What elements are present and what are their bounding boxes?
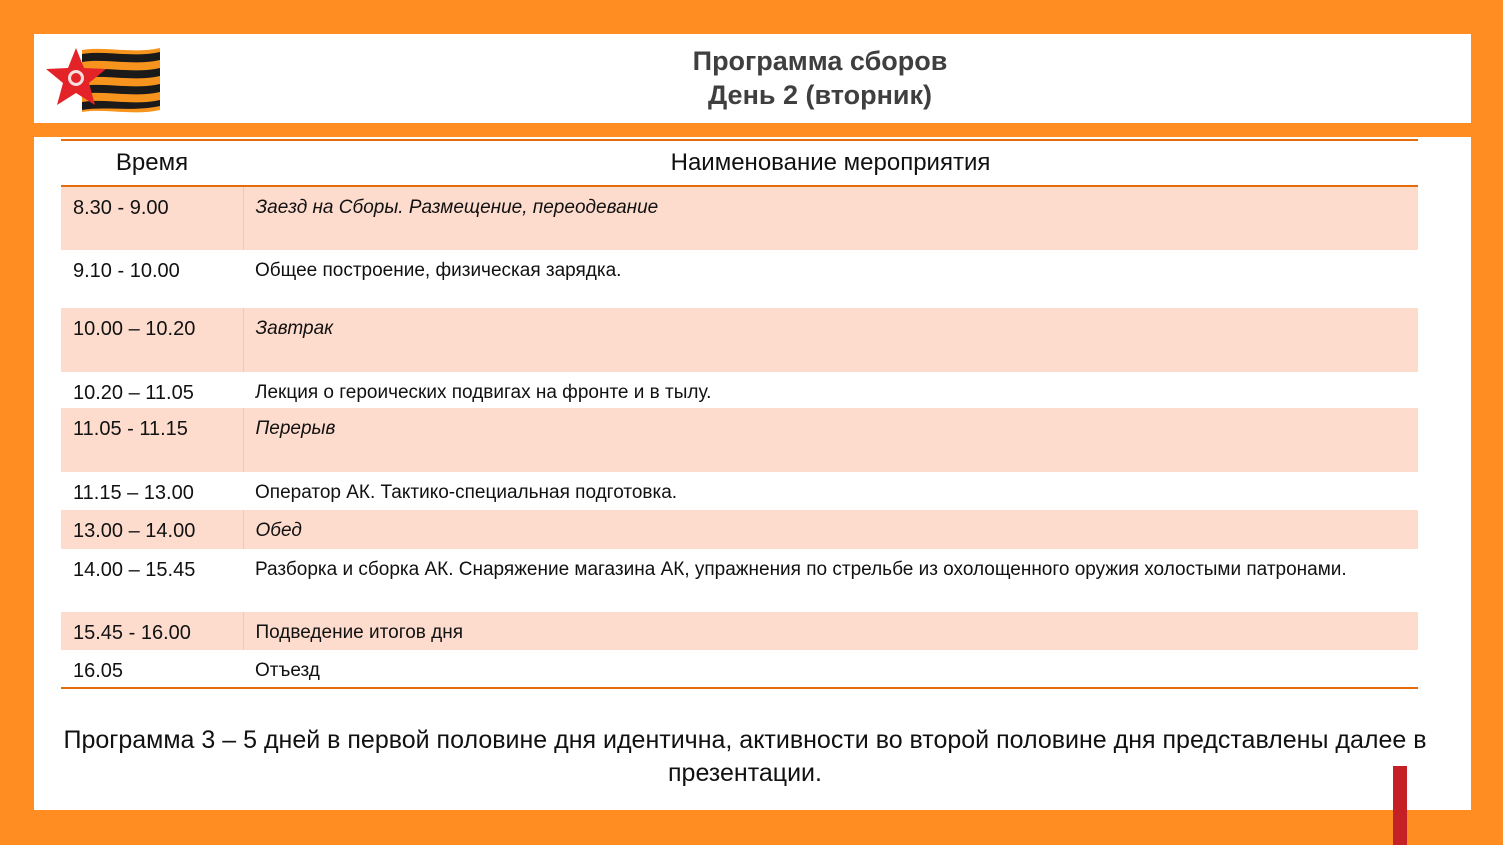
table-row bbox=[61, 408, 1418, 472]
column-header-time: Время bbox=[61, 140, 243, 186]
event-cell: Отъезд bbox=[255, 660, 320, 681]
title-line-2: День 2 (вторник) bbox=[707, 80, 932, 110]
table-row bbox=[61, 549, 1418, 612]
table-row bbox=[61, 186, 1418, 250]
time-cell: 10.20 – 11.05 bbox=[73, 382, 194, 404]
time-cell: 11.05 - 11.15 bbox=[61, 408, 243, 472]
table-row bbox=[61, 372, 1418, 408]
table-row bbox=[61, 510, 1418, 549]
time-cell: 10.00 – 10.20 bbox=[61, 308, 243, 372]
event-cell: Обед bbox=[243, 510, 1418, 549]
time-cell: 8.30 - 9.00 bbox=[61, 186, 243, 250]
table-header-row bbox=[61, 140, 1418, 186]
time-cell: 15.45 - 16.00 bbox=[61, 612, 243, 650]
column-header-event: Наименование мероприятия bbox=[243, 140, 1418, 186]
event-cell: Завтрак bbox=[243, 308, 1418, 372]
time-cell: 11.15 – 13.00 bbox=[73, 482, 194, 504]
event-cell: Разборка и сборка АК. Снаряжение магазина АК, упражнения по стрельбе из охолощенного оружия холостыми патронами. bbox=[255, 559, 1347, 580]
footer-note: Программа 3 – 5 дней в первой половине дня идентична, активности во второй половине дня представлены далее в презентации. bbox=[63, 726, 1427, 787]
table-row bbox=[61, 250, 1418, 308]
time-cell: 13.00 – 14.00 bbox=[61, 510, 243, 549]
event-cell: Общее построение, физическая зарядка. bbox=[255, 260, 622, 281]
event-cell: Подведение итогов дня bbox=[243, 612, 1418, 650]
schedule-table bbox=[61, 139, 1418, 689]
event-cell: Оператор АК. Тактико-специальная подготовка. bbox=[255, 482, 678, 503]
event-cell: Лекция о героических подвигах на фронте и в тылу. bbox=[255, 382, 712, 403]
event-cell: Перерыв bbox=[243, 408, 1418, 472]
time-cell: 16.05 bbox=[73, 660, 124, 682]
table-row bbox=[61, 650, 1418, 688]
accent-bar bbox=[1393, 766, 1407, 845]
time-cell: 9.10 - 10.00 bbox=[73, 260, 180, 282]
event-cell: Заезд на Сборы. Размещение, переодевание bbox=[243, 186, 1418, 250]
page-title bbox=[470, 44, 1170, 112]
title-line-1: Программа сборов bbox=[692, 46, 948, 76]
schedule-body bbox=[61, 186, 1418, 688]
logo bbox=[44, 44, 162, 114]
time-cell: 14.00 – 15.45 bbox=[73, 559, 196, 581]
table-row bbox=[61, 612, 1418, 650]
table-row bbox=[61, 308, 1418, 372]
table-row bbox=[61, 472, 1418, 510]
